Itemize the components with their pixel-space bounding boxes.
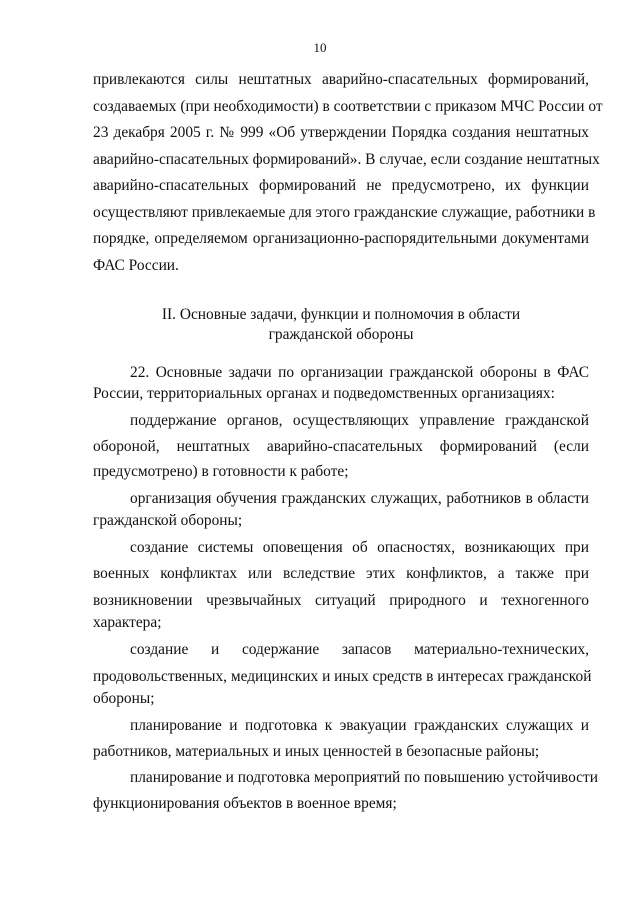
task-line: возникновении чрезвычайных ситуаций природного и техногенного — [93, 592, 589, 609]
task-line: продовольственных, медицинских и иных средств в интересах гражданской — [93, 668, 592, 685]
task-line: предусмотрено) в готовности к работе; — [93, 463, 349, 480]
task-line: работников, материальных и иных ценностей в безопасные районы; — [93, 743, 540, 760]
task-line: гражданской обороны; — [93, 512, 243, 529]
page-number: 10 — [313, 40, 327, 55]
task-line: организация обучения гражданских служащих, работников в области — [130, 490, 589, 507]
intro-line: аварийно-спасательных формирований не предусмотрено, их функции — [93, 177, 589, 194]
intro-line: аварийно-спасательных формирований». В случае, если создание нештатных — [93, 151, 600, 168]
intro-line: привлекаются силы нештатных аварийно-спасательных формирований, — [93, 71, 589, 88]
task-line: планирование и подготовка к эвакуации гражданских служащих и — [130, 717, 589, 734]
intro-line: 23 декабря 2005 г. № 999 «Об утверждении Порядка создания нештатных — [93, 124, 589, 141]
section-heading: гражданской обороны — [268, 326, 414, 343]
task-line: военных конфликтах или вследствие этих конфликтов, а также при — [93, 565, 589, 582]
item22-line: 22. Основные задачи по организации гражданской обороны в ФАС — [130, 364, 589, 381]
task-line: обороны; — [93, 690, 155, 707]
task-line: создание системы оповещения об опасностях, возникающих при — [130, 539, 589, 556]
intro-line: осуществляют привлекаемые для этого гражданские служащие, работники в — [93, 204, 596, 221]
task-line: характера; — [93, 614, 162, 631]
intro-line: ФАС России. — [93, 257, 179, 274]
task-line: создание и содержание запасов материально-технических, — [130, 641, 589, 658]
item22-line: России, территориальных органах и подведомственных организациях: — [93, 385, 555, 402]
task-line: обороной, нештатных аварийно-спасательных формирований (если — [93, 438, 589, 455]
task-line: планирование и подготовка мероприятий по повышению устойчивости — [130, 769, 598, 786]
section-heading: II. Основные задачи, функции и полномочия в области — [161, 306, 521, 323]
task-line: поддержание органов, осуществляющих управление гражданской — [130, 412, 589, 429]
intro-line: порядке, определяемом организационно-распорядительными документами — [93, 230, 589, 247]
intro-line: создаваемых (при необходимости) в соответствии с приказом МЧС России от — [93, 98, 603, 115]
task-line: функционирования объектов в военное время; — [93, 795, 397, 812]
